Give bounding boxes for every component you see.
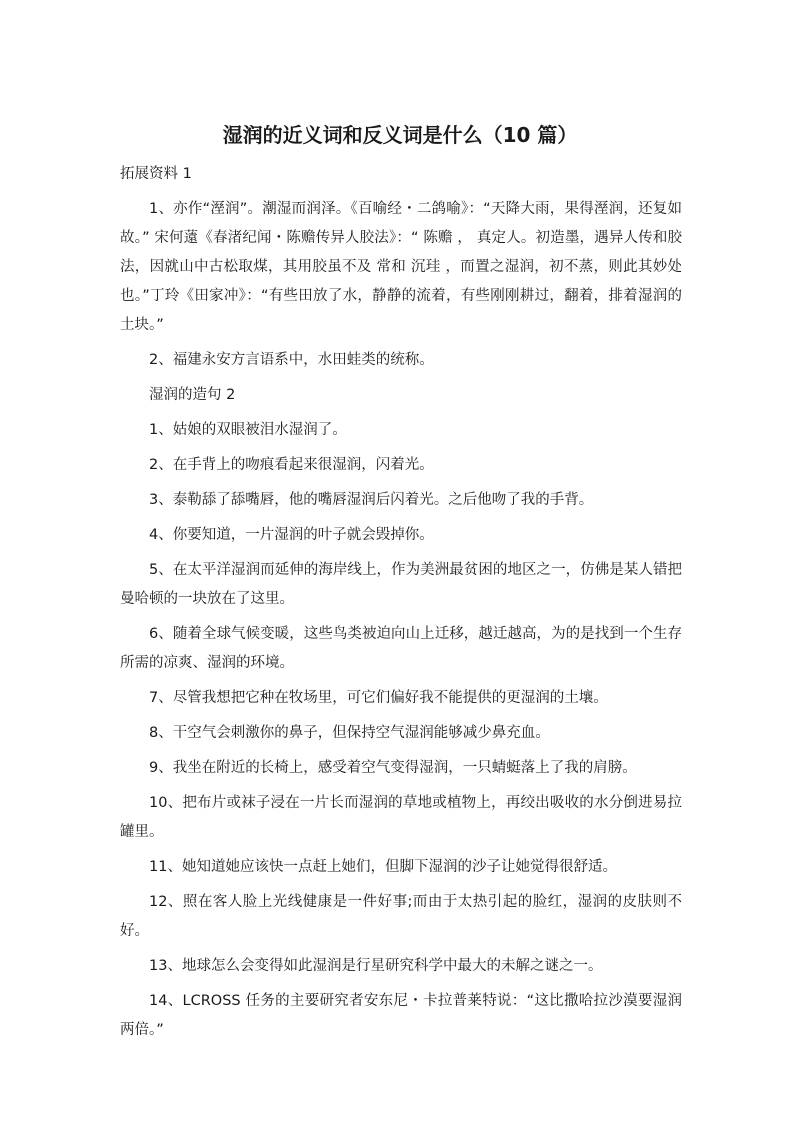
paragraph: 8、干空气会刺激你的鼻子，但保持空气湿润能够减少鼻充血。	[149, 725, 550, 741]
paragraph: 10、把布片或袜子浸在一片长而湿润的草地或植物上，再绞出吸收的水分倒进易拉罐里。	[120, 795, 682, 840]
document-body	[120, 160, 682, 1051]
paragraph: 拓展资料 1	[120, 166, 192, 182]
paragraph: 2、在手背上的吻痕看起来很湿润，闪着光。	[149, 457, 434, 473]
paragraph: 1、姑娘的双眼被泪水湿润了。	[149, 422, 347, 438]
paragraph: 2、福建永安方言语系中，水田蛙类的统称。	[149, 352, 434, 368]
paragraph: 12、照在客人脸上光线健康是一件好事;而由于太热引起的脸红，湿润的皮肤则不好。	[120, 894, 682, 939]
paragraph: 湿润的造句 2	[149, 387, 236, 403]
paragraph: 14、LCROSS 任务的主要研究者安东尼・卡拉普莱特说：“这比撒哈拉沙漠要湿润两倍。”	[120, 993, 682, 1038]
paragraph: 9、我坐在附近的长椅上，感受着空气变得湿润，一只蜻蜓落上了我的肩膀。	[149, 760, 637, 776]
paragraph: 7、尽管我想把它种在牧场里，可它们偏好我不能提供的更湿润的土壤。	[149, 690, 608, 706]
paragraph: 11、她知道她应该快一点赶上她们，但脚下湿润的沙子让她觉得很舒适。	[149, 859, 617, 875]
paragraph: 13、地球怎么会变得如此湿润是行星研究科学中最大的未解之谜之一。	[149, 958, 603, 974]
paragraph: 1、亦作“溼润”。潮湿而润泽。《百喻经・二鸽喻》：“天降大雨，果得溼润，还复如故。” 宋何薳《春渚纪闻・陈赡传异人胶法》：“ 陈赡 ， 真定人。初造墨，遇异人传和胶法，因就山中古松取煤，其用胶虽不及 常和 沉珪 ，而置之湿润，初不蒸，则此其妙处也。”丁玲《田家冲》：“有些田放了水，静静的流着，有些刚刚耕过，翻着，排着湿润的土块。”	[120, 201, 682, 333]
paragraph: 4、你要知道，一片湿润的叶子就会毁掉你。	[149, 527, 434, 543]
paragraph: 5、在太平洋湿润而延伸的海岸线上，作为美洲最贫困的地区之一，仿佛是某人错把曼哈顿的一块放在了这里。	[120, 562, 682, 607]
paragraph: 3、泰勒舔了舔嘴唇，他的嘴唇湿润后闪着光。之后他吻了我的手背。	[149, 492, 594, 508]
document-title: 湿润的近义词和反义词是什么（10 篇）	[222, 123, 578, 147]
paragraph: 6、随着全球气候变暖，这些鸟类被迫向山上迁移，越迁越高，为的是找到一个生存所需的凉爽、湿润的环境。	[120, 626, 682, 671]
